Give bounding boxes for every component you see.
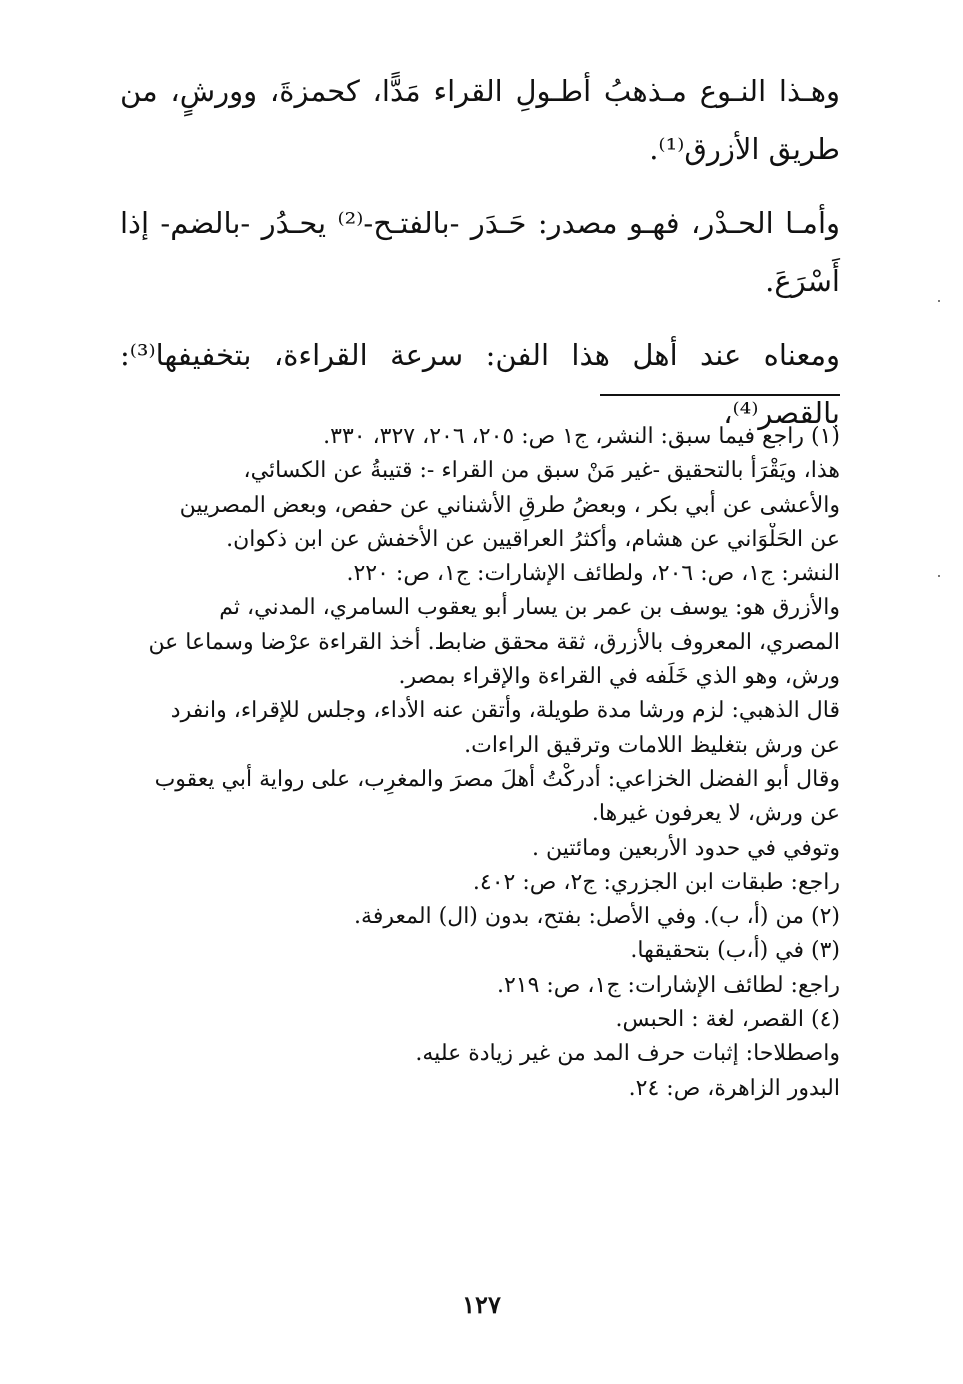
scan-speck <box>938 575 940 577</box>
footnote-line: راجع: طبقات ابن الجزري: ج٢، ص: ٤٠٢. <box>472 869 840 895</box>
footnote-line: وقال أبو الفضل الخزاعي: أدركْتُ أهلَ مصرَ والمغرِب، على رواية أبي يعقوب <box>154 766 840 792</box>
footnote-line: والأزرق هو: يوسف بن عمر بن يسار أبو يعقوب السامري، المدني، ثم <box>219 595 840 621</box>
main-paragraph-2: وأمـا الحـدْر، فهـو مصدر: حَـدَر -بالفتـح-⁽²⁾ يحـدُر -بالضم- إذا أَسْرَعَ. <box>120 206 841 298</box>
footnote-line: قال الذهبي: لزم ورشا مدة طويلة، وأتقن عنه الأداء، وجلس للإقراء، وانفرد <box>170 698 840 724</box>
main-text-block <box>120 62 840 458</box>
footnote-line: (٣) في (أ،ب) بتحقيقها. <box>630 938 840 964</box>
footnote-line: وتوفي في حدود الأربعين ومائتين . <box>531 835 840 861</box>
footnote-line: البدور الزاهرة، ص: ٢٤. <box>628 1075 840 1101</box>
footnote-line: النشر: ج١، ص: ٢٠٦، ولطائف الإشارات: ج١، ص: ٢٢٠. <box>346 561 840 587</box>
footnote-line: والأعشى عن أبي بكر ، وبعضُ طرقِ الأشناني عن حفص، وبعض المصريين <box>179 492 840 518</box>
footnote-line: عن ورش بتغليظ اللامات وترقيق الراءات. <box>464 732 840 758</box>
main-paragraph-3: ومعناه عند أهل هذا الفن: سرعة القراءة، بتخفيفها⁽³⁾: بالقصر⁽⁴⁾، <box>120 338 840 430</box>
main-paragraph-1: وهـذا النـوع مـذهبُ أطـولِ القراء مَدًّا، كحمزةَ، وورشٍ، من طريق الأزرق⁽¹⁾. <box>120 74 840 166</box>
footnote-line: واصطلاحا: إثبات حرف المد من غير زيادة عليه. <box>415 1041 840 1067</box>
footnote-line: هذا، ويَقْرَأ بالتحقيق -غير مَنْ سبق من القراء -: قتيبةُ عن الكسائي، <box>243 458 840 484</box>
footnote-divider <box>600 394 840 396</box>
footnote-line: (٢) من (أ، ب). وفي الأصل: بفتح، بدون (ال) المعرفة. <box>354 904 840 930</box>
footnote-line: عن ورش، لا يعرفون غيرها. <box>591 801 840 827</box>
footnote-line: (١) راجع فيما سبق: النشر، ج١ ص: ٢٠٥، ٢٠٦، ٣٢٧، ٣٣٠. <box>323 424 840 449</box>
footnote-line: عن الحَلْوَاني عن هشام، وأكثرُ العراقيين عن الأخفش عن ابن ذكوان. <box>226 526 840 552</box>
footnote-line: المصري، المعروف بالأزرق، ثقة محقق ضابط. أخذ القراءة عرْضا وسماعا عن <box>148 629 840 655</box>
footnote-line: (٤) القصر، لغة : الحبس. <box>615 1007 840 1033</box>
scan-speck <box>938 300 940 302</box>
footnote-line: ورش، وهو الذي خَلَفه في القراءة والإقراء بمصر. <box>398 664 840 690</box>
footnote-line: راجع: لطائف الإشارات: ج١، ص: ٢١٩. <box>496 972 840 998</box>
page-number: ١٢٧ <box>462 1290 501 1319</box>
footnotes-block <box>122 420 840 1106</box>
